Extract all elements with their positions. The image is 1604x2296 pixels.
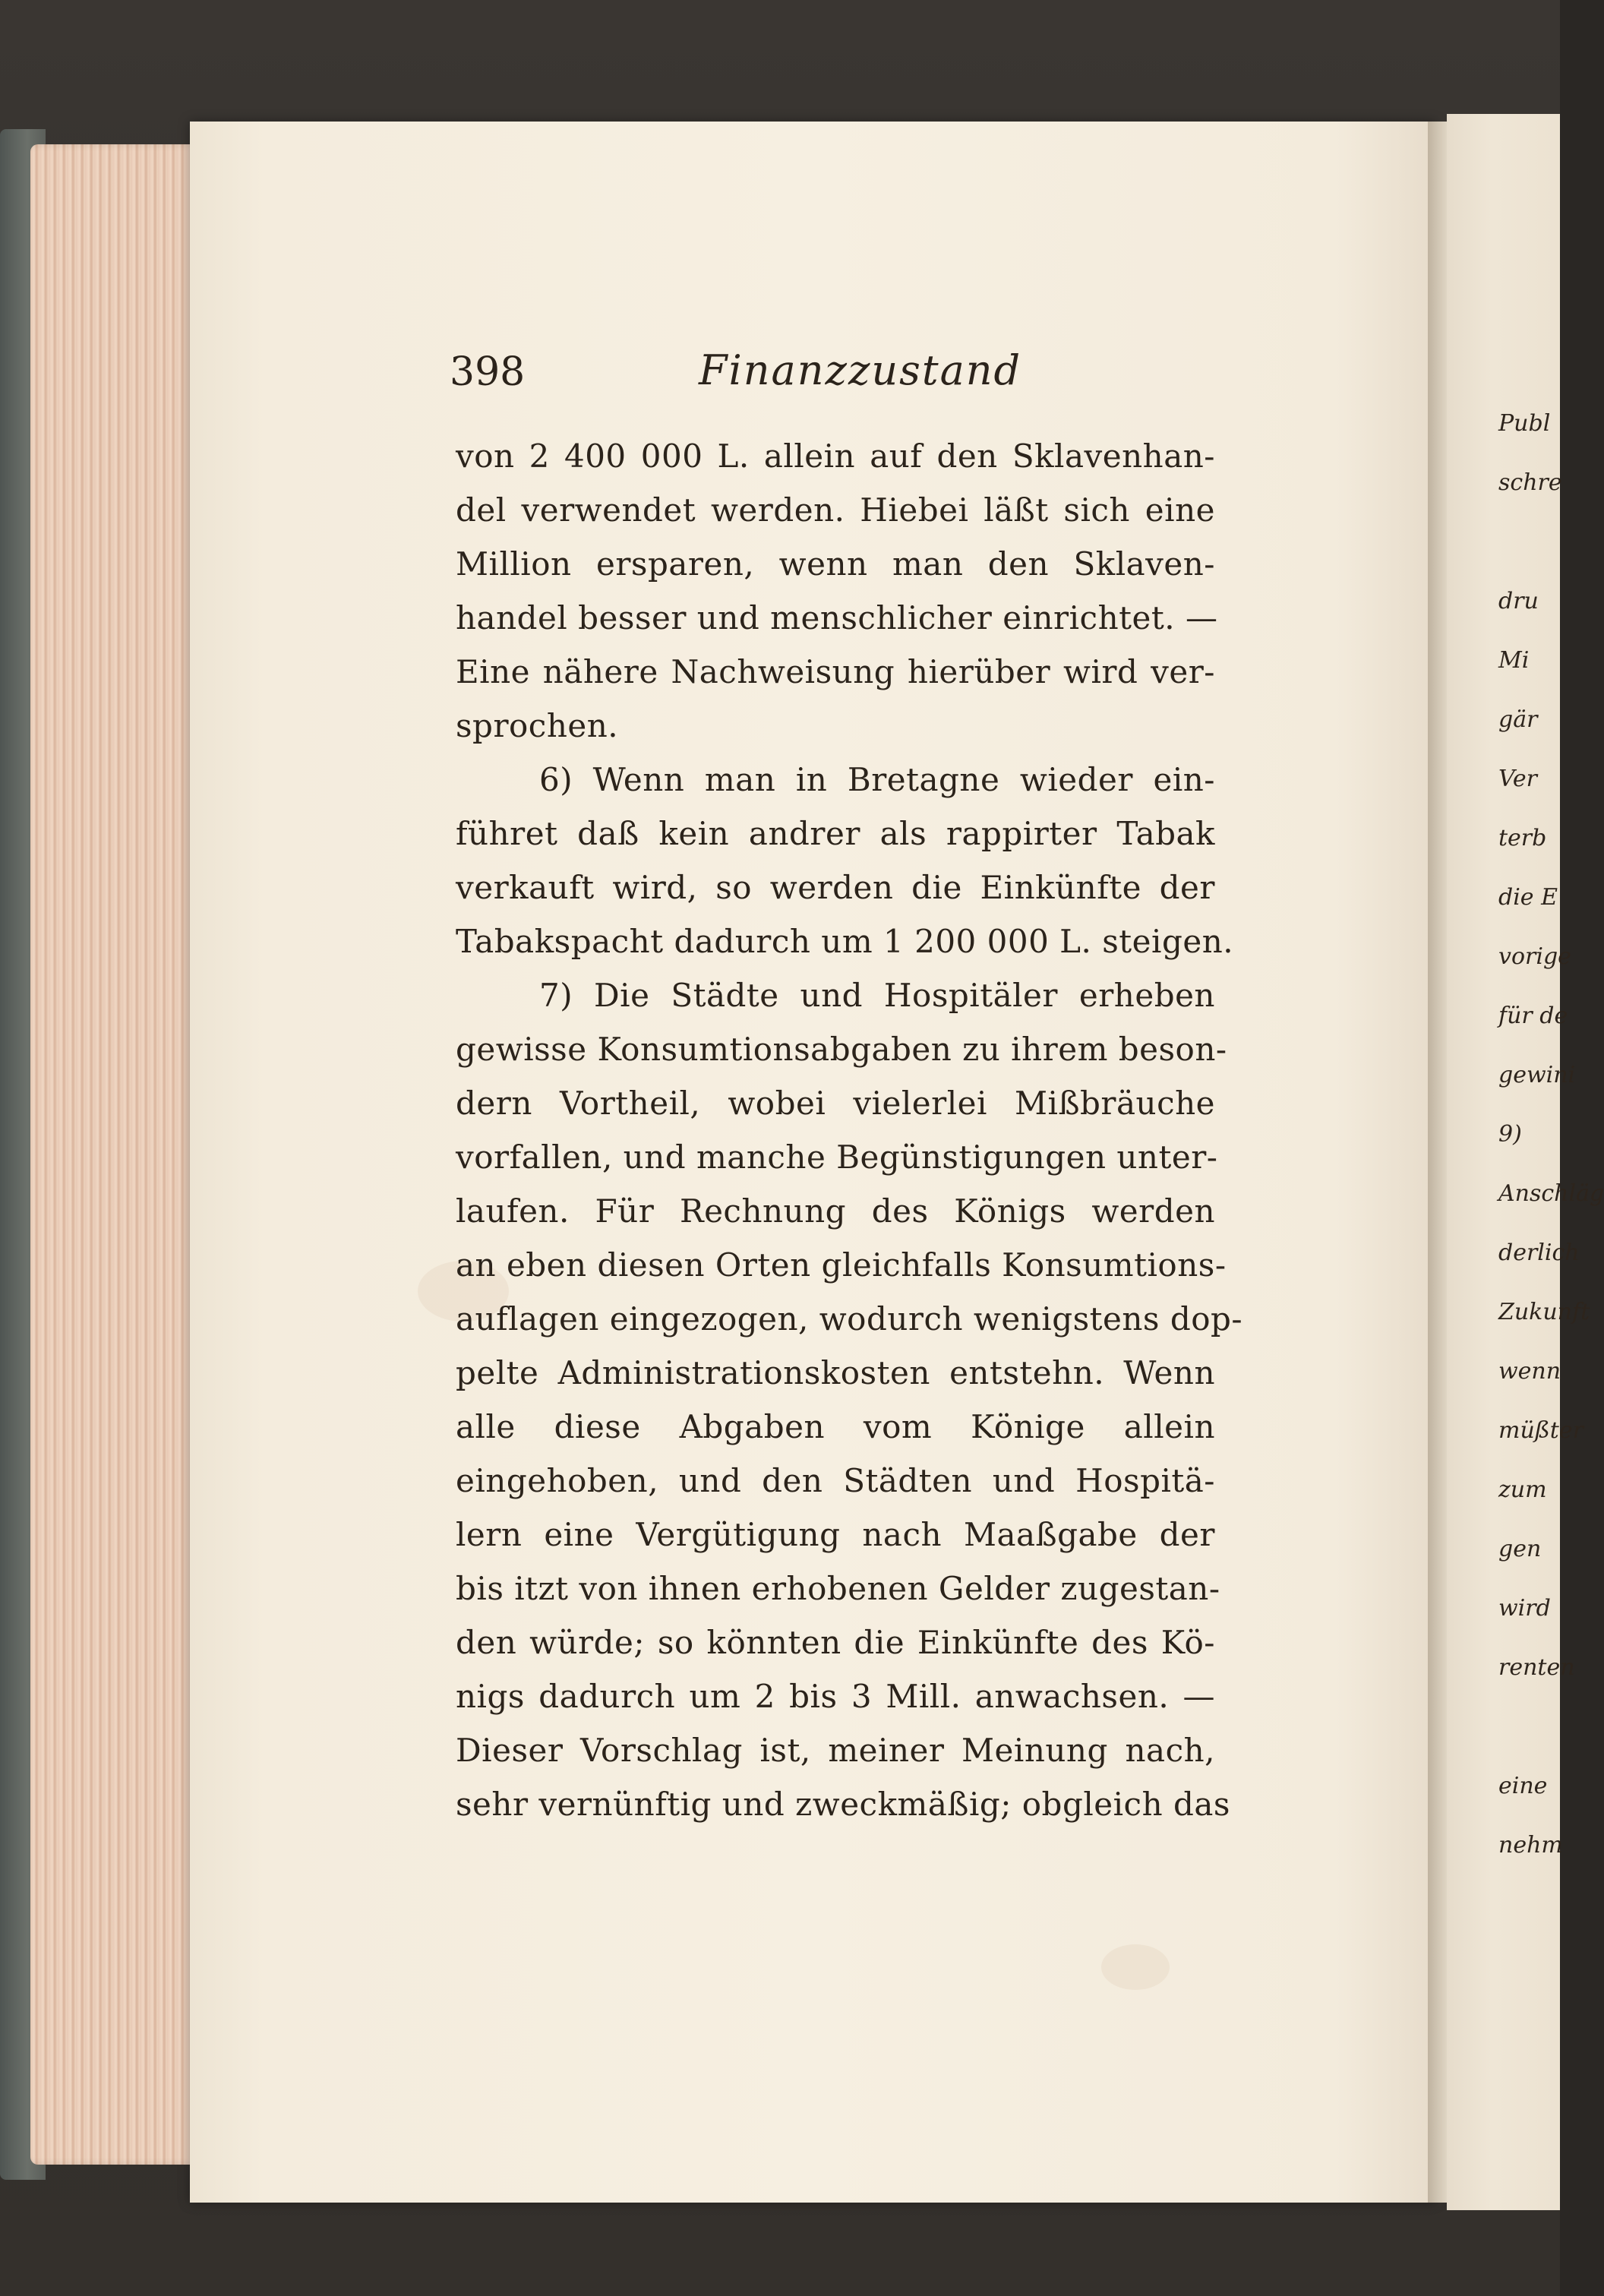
facing-page-fragment: schre: [1498, 469, 1562, 496]
text-line: pelte Administrationskosten entstehn. Wenn: [456, 1354, 1215, 1391]
text-line: von 2 400 000 L. allein auf den Sklavenhan-: [456, 437, 1215, 475]
facing-page-fragment: terb: [1498, 825, 1547, 851]
page-number: 398: [450, 349, 526, 395]
text-line: Eine nähere Nachweisung hierüber wird ver-: [456, 653, 1215, 690]
text-line: dern Vortheil, wobei vielerlei Mißbräuche: [456, 1085, 1215, 1122]
text-line: 6) Wenn man in Bretagne wieder ein-: [539, 761, 1215, 798]
facing-page-fragment: dru: [1498, 588, 1539, 614]
facing-page-fragment: Ver: [1498, 766, 1538, 792]
body-text: [456, 429, 1243, 1831]
facing-page: [1447, 114, 1604, 2210]
facing-page-fragment: eine: [1498, 1773, 1548, 1799]
facing-page-fragment: gewini: [1498, 1062, 1576, 1088]
text-line: handel besser und menschlicher einrichtet. —: [456, 599, 1218, 636]
facing-page-fragment: 9): [1498, 1121, 1522, 1148]
facing-page-fragment: renten: [1498, 1654, 1575, 1681]
facing-page-fragment: gär: [1498, 706, 1538, 733]
running-title: Finanzzustand: [699, 346, 1022, 394]
facing-page-fragment: derlich: [1498, 1240, 1580, 1266]
facing-page-fragment: müßter: [1498, 1417, 1583, 1444]
text-line: lern eine Vergütigung nach Maaßgabe der: [456, 1516, 1215, 1553]
text-line: Tabakspacht dadurch um 1 200 000 L. steigen.: [456, 923, 1234, 960]
text-line: del verwendet werden. Hiebei läßt sich eine: [456, 491, 1215, 529]
text-line: führet daß kein andrer als rappirter Tabak: [456, 815, 1215, 852]
text-line: an eben diesen Orten gleichfalls Konsumtions-: [456, 1246, 1227, 1284]
facing-page-fragment: Zukunft: [1498, 1299, 1590, 1325]
facing-page-fragment: nehm: [1498, 1832, 1563, 1859]
facing-page-fragment: vorige: [1498, 943, 1571, 970]
text-line: bis itzt von ihnen erhobenen Gelder zugestan-: [456, 1570, 1220, 1607]
facing-page-fragment: die E: [1498, 884, 1558, 911]
text-line: sehr vernünftig und zweckmäßig; obgleich das: [456, 1786, 1230, 1823]
text-line: auflagen eingezogen, wodurch wenigstens dop-: [456, 1300, 1243, 1337]
text-line: Million ersparen, wenn man den Sklaven-: [456, 545, 1215, 583]
paper-stain: [1101, 1944, 1170, 1990]
text-line: alle diese Abgaben vom Könige allein: [456, 1408, 1215, 1445]
facing-page-fragment: Mi: [1498, 647, 1530, 674]
text-line: 7) Die Städte und Hospitäler erheben: [539, 977, 1215, 1014]
text-line: laufen. Für Rechnung des Königs werden: [456, 1192, 1215, 1230]
text-line: vorfallen, und manche Begünstigungen unter-: [456, 1139, 1218, 1176]
facing-page-fragment: gen: [1498, 1536, 1542, 1562]
facing-page-fragment: wird: [1498, 1595, 1551, 1622]
text-line: gewisse Konsumtionsabgaben zu ihrem beson-: [456, 1031, 1227, 1068]
facing-page-fragment: zum: [1498, 1476, 1547, 1503]
facing-page-fragment: Publ: [1498, 410, 1551, 437]
text-line: sprochen.: [456, 707, 619, 744]
text-line: eingehoben, und den Städten und Hospitä-: [456, 1462, 1215, 1499]
text-line: nigs dadurch um 2 bis 3 Mill. anwachsen. —: [456, 1678, 1215, 1715]
facing-page-fragment: wenn: [1498, 1358, 1561, 1385]
facing-page-fragment: für de: [1498, 1003, 1568, 1029]
page-edges: [30, 144, 197, 2165]
facing-page-fragment: Anschläg: [1498, 1180, 1604, 1207]
text-line: den würde; so könnten die Einkünfte des Kö-: [456, 1624, 1215, 1661]
text-line: Dieser Vorschlag ist, meiner Meinung nach,: [456, 1732, 1215, 1769]
text-line: verkauft wird, so werden die Einkünfte der: [456, 869, 1215, 906]
